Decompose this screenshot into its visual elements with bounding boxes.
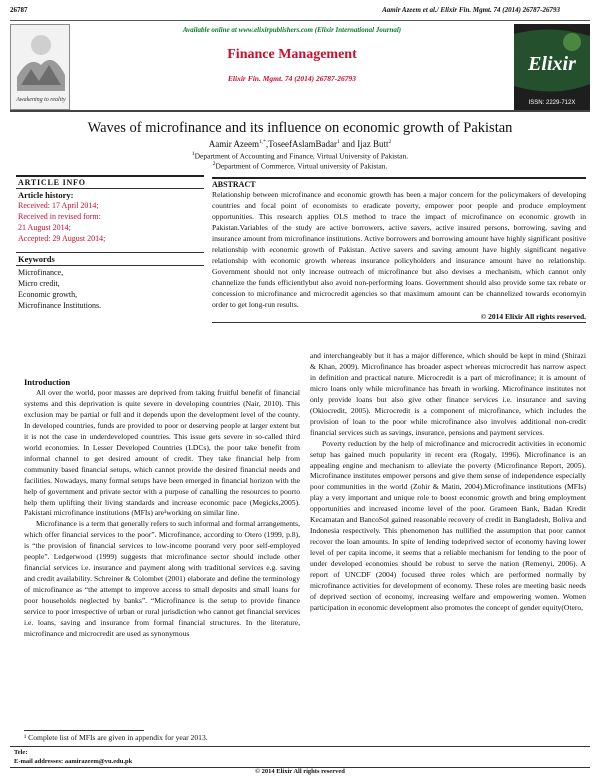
affiliation-1: $^1$Department of Accounting and Finance, Virtual University of Pakistan. (191, 151, 409, 161)
keyword-item: Microfinance, (18, 268, 64, 277)
body-paragraph: All over the world, poor masses are deprived from taking fruitful benefit of financial systems and this deprivation is quite severe in developing countries (Nair, 2010). This exclusion may be partial or full and it depends upon the development level of the county. In developed countries, funds are provided to poor or deserving people at larger extent but it is not the case in underdeveloped countries. This issue gets severe in so-called third world economies. In Lesser Developed Countries (LDCs), the poor take benefit from informal channel to get desired amount of credit. They take financial help from community based financial setups, which cannot provide the desired financial needs and facilities. Nowadays, many formal setups have been emerged in financial horizon with the help of government and private sector with a purpose of canalling the resources to poorto help them uplifting their living standards and increase economic pace (Megicks,2005). Pakistani microfinance institutions (MFIs) are¹working on similar line. (24, 388, 300, 518)
title-band (76, 40, 508, 70)
authors: Aamir Azeem$^{1,*}$,ToseefAslamBadar$^1$ and Ijaz Butt$^2$ (208, 139, 392, 149)
journal-masthead (10, 24, 590, 112)
masthead-center (76, 24, 508, 110)
tele-label: Tele: (14, 749, 28, 756)
header-rule (10, 20, 590, 21)
body-right-column (310, 351, 586, 614)
abstract-section (212, 177, 586, 323)
history-heading: Article history: (18, 190, 74, 200)
page-number: 26787 (10, 6, 28, 14)
keyword-item: Micro credit, (18, 279, 60, 288)
affiliation-2: $^2$Department of Commerce, Virtual university of Pakistan. (212, 161, 388, 171)
body-paragraph: Microfinance is a term that generally refers to such informal and formal arrangements, which offer financial services to the poor”. Microfinance, according to Otero (1999, p.8), is “the provision of financial services to low-income poorand very poor self-employed people”. Ledgerwood (1999) suggests that microfinance sector should include other financial services i.e. insurance and payment along with traditional services e.g. saving and credit availability. Schreiner & Colombet (2001) elaborate and define the terminology of microfinance as “the attempt to improve access to small deposits and small loans for poor households neglected by banks”. “Microfinance is the setup to provide finance service to poor irrespective of urban or rural jurisdiction who cannot get financial services i.e. loans, saving and insurance from formal financial structures. In the literature, microfinance and microcredit are used as synonymous (24, 519, 300, 638)
right-logo-text: Elixir (528, 53, 576, 75)
introduction-heading: Introduction (24, 377, 71, 387)
footnote-rule (24, 730, 144, 731)
right-logo-issn: ISSN: 2229-712X (528, 100, 576, 106)
keyword-item: Economic growth, (18, 290, 78, 299)
email-line: E-mail addresses: aamirazeem@vu.edu.pk (14, 758, 133, 765)
journal-url-link[interactable]: www.elixirpublishers.com (238, 26, 313, 34)
running-header (10, 6, 590, 18)
abstract-text: Relationship between microfinance and economic growth has been a major concern for the policymakers of developing countries and focal point of economists to eradicate poverty, empower poor people and produce employment opportunities. This research applies OLS method to trace the impact of microfinance on economic growth in Pakistan.Variables of the study are active borrowers, active savers, active insured persons, borrowing, saving and insurance amount from microfinance institutions. Active borrowers and borrowing amount have highly significant positive relationship with economic growth of Pakistan. Active savers and saving amount have highly significant negative relationship with economic growth whereas insurance policyholders and insurance amount have no relationship. Government should not only increase outreach of microfinance but also devises a mechanism, which cannot only channelize the funds efficientlybut also avoid non-performing loans. Government should also provide some tax rebate or concession to microfinance and microcredit agencies so that maximum amount can be channelized towards economyin order to get long-run results. (212, 190, 586, 309)
history-item: Accepted: 29 August 2014; (18, 234, 106, 243)
masthead-rule (10, 110, 590, 112)
article-info (16, 177, 204, 311)
awakening-logo (10, 24, 70, 110)
body-left-column (24, 376, 300, 640)
running-title: Aamir Azeem et al./ Elixir Fin. Mgmt. 74 (2014) 26787-26793 (382, 6, 560, 14)
elixir-logo-icon (514, 24, 590, 110)
paper-title: Waves of microfinance and its influence on economic growth of Pakistan (87, 120, 513, 136)
footer-copyright: © 2014 Elixir All rights reserved (255, 768, 345, 775)
history-item: Received in revised form: (18, 212, 101, 221)
left-logo-text: Awakening to reality (16, 97, 66, 103)
history-item: Received: 17 April 2014; (18, 201, 99, 210)
abstract-heading: ABSTRACT (212, 180, 256, 189)
body-paragraph: Poverty reduction by the help of microfinance and microcredit activities in economic setup has gained much popularity in recent era (Rogaly, 1996). Microfinance is an appealing engine and mechanism to alleviate the poverty (Microfinance Report, 2005). Microfinance institutes empower persons and give them sense of independence especially poor communities in the world (Zohir & Matin, 2004).Microfinance institutions (MFIs) play a very important and unique role to boost economic growth and bring employment opportunities and increased income level of the poor. Grameen Bank, Badan Kredit Kecamatan and BancoSol gained reasonable recovery of credit in Bangladesh, Boliva and Indonesia respectively. This phenomenon has nullified the assumption that poor cannot recover the loan amounts. In spite of lending todeprived sector of economy having lower level of per capita income, it seems that a reliable mechanism for lending to the poor of under developed economies should be robust to serve the nation (Remenyi, 2006). A report of UNCDF (2004) focused three roles which are performed normally by microfinance activities for development of economy. These roles are meeting basic needs of deprived section of economy, increasing welfare and empowering women. Women participation in economic development also promotes the concept of gender equity(Otero, (310, 438, 586, 612)
journal-citation: Elixir Fin. Mgmt. 74 (2014) 26787-26793 (227, 74, 357, 83)
body-paragraph: and interchangeably but it has a major difference, which should be kept in mind (Shirazi & Khan, 2009). Microfinance has broader aspect whereas microcredit has narrow aspect in definition and practical nature. Microcredit is a part of microfinance; it is amount of micro loans only while microfinance has breath in working. Microfinance institutes not only provide loans but also give other finance services i.e. insurance and saving (Okiocredit, 2005). Microcredit is a component of microfinance, which includes the provision of loan to the poor while microfinance also involves additional non-credit financial services such as savings, insurance, pensions and payment services. (310, 351, 586, 437)
keyword-item: Microfinance Institutions. (18, 301, 102, 310)
article-info-heading: ARTICLE INFO (18, 178, 86, 187)
history-item: 21 August 2014; (18, 223, 71, 232)
online-availability: Available online at www.elixirpublishers.com (Elixir International Journal) (182, 26, 402, 34)
awakening-logo-icon (11, 25, 70, 110)
abstract-copyright: © 2014 Elixir All rights reserved. (480, 312, 586, 321)
elixir-logo (514, 24, 590, 110)
footer-rule (10, 746, 590, 747)
author-email-link[interactable]: aamirazeem@vu.edu.pk (64, 758, 133, 765)
keywords-heading: Keywords (18, 254, 55, 264)
footnote: ¹ Complete list of MFIs are given in appendix for year 2013. (24, 733, 208, 742)
journal-name: Finance Management (227, 47, 357, 62)
